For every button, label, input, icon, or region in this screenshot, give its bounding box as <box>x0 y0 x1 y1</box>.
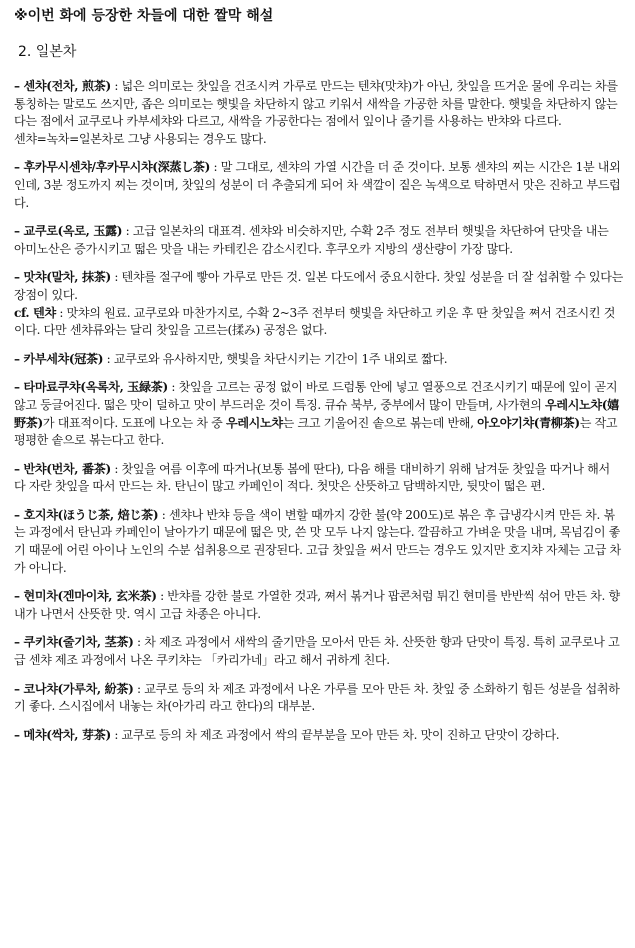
entry-gyokuro <box>14 223 623 258</box>
entry-hojicha <box>14 507 623 577</box>
entry-body <box>14 351 623 369</box>
entry-text: 는 작고 평평한 솥으로 볶는다고 한다. <box>14 415 618 448</box>
entry-sencha <box>14 78 623 148</box>
entry-term: – 센챠(전차, 煎茶) <box>14 79 111 93</box>
entry-term: – 교쿠로(옥로, 玉露) <box>14 224 123 239</box>
entry-tamaryokucha <box>14 379 623 449</box>
entry-term: – 카부세챠(冠茶) <box>14 351 104 366</box>
entry-term: – 반챠(번차, 番茶) <box>14 461 111 476</box>
entry-body <box>14 461 623 496</box>
entry-fukamushi <box>14 159 623 212</box>
entry-term: – 타마료쿠챠(옥록차, 玉緑茶) <box>14 380 168 395</box>
entry-body <box>14 159 623 212</box>
entry-kabusecha <box>14 351 623 369</box>
entry-highlight: 우레시노챠(嬉野茶) <box>14 397 619 430</box>
cf-text: : 맛챠의 원료. 교쿠로와 마찬가지로, 수확 2~3주 전부터 햇빛을 차단하고 키운 후 딴 찻잎을 쪄서 건조시킨 것이다. 다만 센챠류와는 달리 찻잎을 고르는(揉み) 공정은 없다. <box>14 305 616 338</box>
entry-konacha <box>14 681 623 716</box>
entry-term: – 메챠(싹차, 芽茶) <box>14 727 111 742</box>
entry-highlight: 아오야기챠(青柳茶) <box>477 415 580 430</box>
entry-text: : 텐챠를 절구에 빻아 가루로 만든 것. 일본 다도에서 중요시한다. 찻잎 성분을 더 잘 섭취할 수 있다는 장점이 있다. <box>14 270 623 302</box>
entry-body <box>14 223 623 258</box>
entry-kukicha <box>14 634 623 669</box>
entry-text: : 고급 일본차의 대표격. 센챠와 비슷하지만, 수확 2주 정도 전부터 햇빛을 차단하여 단맛을 내는 아미노산은 증가시키고 떫은 맛을 내는 카테킨은 감소시킨다. 후쿠오카 지방의 생산량이 가장 많다. <box>14 224 609 256</box>
entry-term: – 맛챠(말차, 抹茶) <box>14 270 111 285</box>
entry-highlight: 우레시노챠 <box>226 415 283 430</box>
entry-text: : 찻잎을 고르는 공정 없이 바로 드럼통 안에 넣고 열풍으로 건조시키기 때문에 잎이 곧지 않고 둥글어진다. 떫은 맛이 덜하고 맛이 부드러운 것이 특징. 큐슈 북부, 중부에서 많이 만들며, 사가현의 <box>14 380 618 412</box>
entry-term: – 현미차(겐마이챠, 玄米茶) <box>14 589 157 604</box>
entry-body <box>14 634 623 669</box>
entry-bancha <box>14 461 623 496</box>
section-heading: 2. 일본차 <box>18 44 77 60</box>
entry-body <box>14 727 623 745</box>
entry-matcha <box>14 269 623 339</box>
entry-body <box>14 681 623 716</box>
entry-note: 센챠=녹차=일본차로 그냥 사용되는 경우도 많다. <box>14 131 267 146</box>
entry-text: : 넓은 의미로는 찻잎을 건조시켜 가루로 만드는 텐챠(맛챠)가 아닌, 찻잎을 뜨거운 물에 우리는 차를 통칭하는 말로도 쓰지만, 좁은 의미로는 햇빛을 차단하지 않고 키워서 새싹을 가공한 차를 말한다. 햇빛을 차단하지 않는다는 점에서 교쿠로나 카부세챠와 다르고, 새싹을 가공한다는 점에서 잎이나 줄기를 사용하는 반챠와 다르다. <box>14 79 618 129</box>
entry-text: : 교쿠로 등의 차 제조 과정에서 싹의 끝부분을 모아 만든 차. 맛이 진하고 단맛이 강하다. <box>110 727 560 742</box>
entry-body <box>14 269 623 304</box>
entry-text: : 반챠를 강한 불로 가열한 것과, 쪄서 볶거나 팝콘처럼 튀긴 현미를 반반씩 섞어 만든 차. 향내가 나면서 산뜻한 맛. 역시 고급 차종은 아니다. <box>14 589 620 621</box>
entry-text: : 교쿠로 등의 차 제조 과정에서 나온 가루를 모아 만든 차. 찻잎 중 소화하기 힘든 성분을 섭취하기 좋다. 스시집에서 내놓는 차(아가리 라고 한다)의 대부분. <box>14 681 620 714</box>
entry-term: – 후카무시센챠/후카무시챠(深蒸し茶) <box>14 160 211 175</box>
entry-body <box>14 379 623 449</box>
entry-text: : 찻잎을 여름 이후에 따거나(보통 봄에 딴다), 다음 해를 대비하기 위해 남겨둔 찻잎을 따거나 해서 다 자란 찻잎을 따서 만드는 차. 탄닌이 많고 카페인이 적다. 첫맛은 산뜻하고 담백하지만, 뒷맛이 떫은 편. <box>14 461 610 494</box>
entry-text: 는 크고 기울어진 솥으로 볶는데 반해, <box>282 415 478 430</box>
entry-term: – 호지챠(ほうじ茶, 焙じ茶) <box>14 507 159 522</box>
entry-term: – 쿠키챠(줄기차, 茎茶) <box>14 635 134 650</box>
cf-term: cf. 텐챠 <box>14 305 56 320</box>
entry-body <box>14 507 623 577</box>
entry-mecha <box>14 727 623 745</box>
entry-body <box>14 588 623 623</box>
entry-cf <box>14 305 623 340</box>
entry-text: 가 대표적이다. 도표에 나오는 차 중 <box>42 415 226 430</box>
entry-text: : 차 제조 과정에서 새싹의 줄기만을 모아서 만든 차. 산뜻한 향과 단맛이 특징. 특히 교쿠로나 고급 센챠 제조 과정에서 나온 쿠키챠는 「카리가네」라고 해서 귀하게 친다. <box>14 635 620 668</box>
entry-text: : 센챠나 반챠 등을 색이 변할 때까지 강한 불(약 200도)로 볶은 후 급냉각시켜 만든 차. 볶는 과정에서 탄닌과 카페인이 날아가기 때문에 떫은 맛, 쓴 맛 모두 나지 않는다. 깔끔하고 가벼운 맛을 내며, 목넘김이 좋기 때문에 어린 아이나 노인의 수분 섭취용으로 권장된다. 고급 찻잎을 써서 만드는 경우도 있지만 호지챠 자체는 고급 차가 아니다. <box>14 507 621 575</box>
entry-body <box>14 78 623 131</box>
entry-text: : 말 그대로, 센챠의 가열 시간을 더 준 것이다. 보통 센챠의 찌는 시간은 1분 내외인데, 3분 정도까지 찌는 것이며, 찻잎의 성분이 더 추출되게 되어 차 색깔이 짙은 녹색으로 탁하면서 맛은 진하고 부드럽다. <box>14 160 621 210</box>
entry-term: – 코나챠(가루차, 紛茶) <box>14 681 134 696</box>
entry-genmaicha <box>14 588 623 623</box>
entry-text: : 교쿠로와 유사하지만, 햇빛을 차단시키는 기간이 1주 내외로 짧다. <box>103 351 448 366</box>
page-title: ※이번 화에 등장한 차들에 대한 짤막 해설 <box>14 8 274 24</box>
